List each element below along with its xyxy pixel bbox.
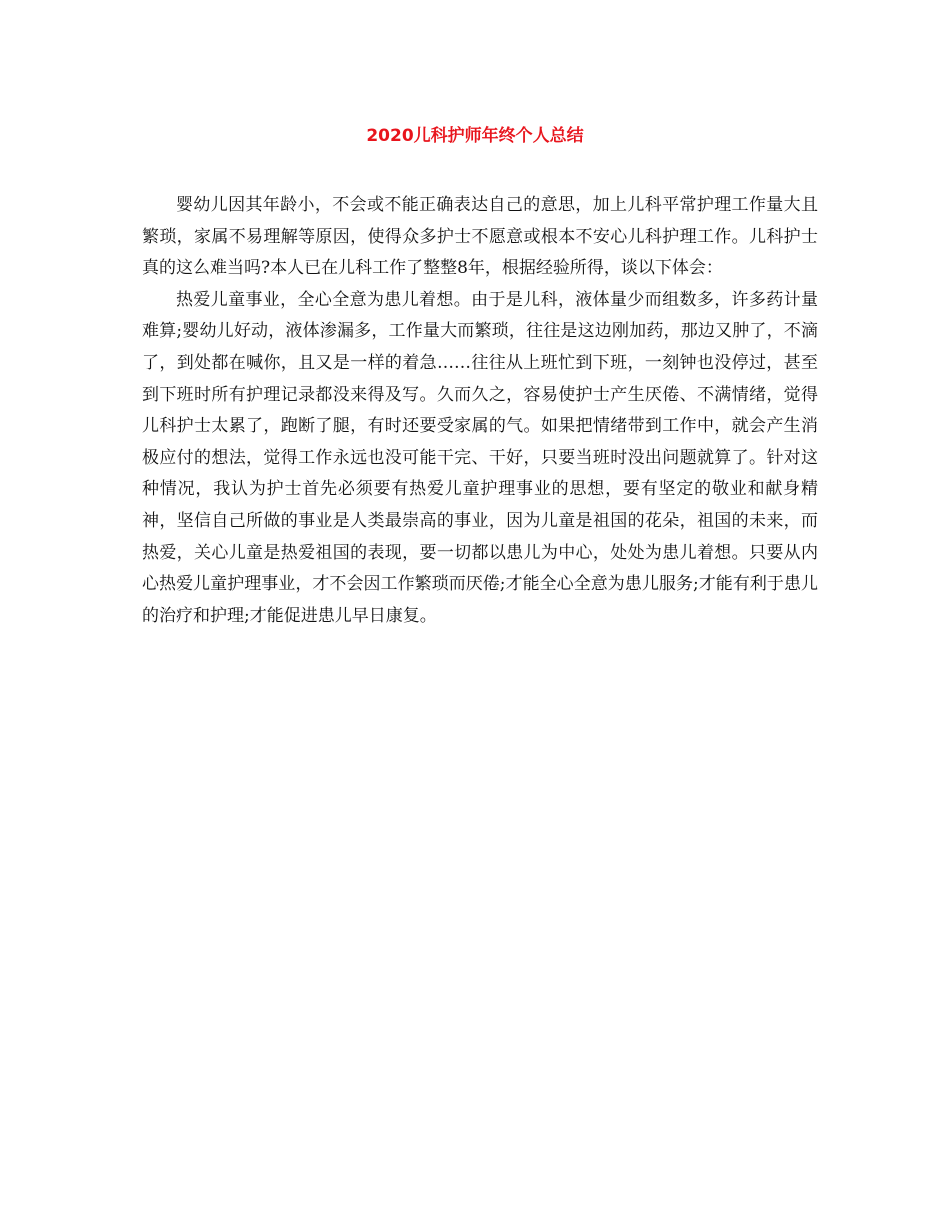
paragraph-intro: 婴幼儿因其年龄小，不会或不能正确表达自己的意思，加上儿科平常护理工作量大且繁琐，家属不易理解等原因，使得众多护士不愿意或根本不安心儿科护理工作。儿科护士真的这么难当吗?本人已在儿科工作了整整8年，根据经验所得，谈以下体会： [142, 195, 818, 279]
paragraph-main: 热爱儿童事业，全心全意为患儿着想。由于是儿科，液体量少而组数多，许多药计量难算;婴幼儿好动，液体渗漏多，工作量大而繁琐，往往是这边刚加药，那边又肿了，不滴了，到处都在喊你，且又是一样的着急……往往从上班忙到下班，一刻钟也没停过，甚至到下班时所有护理记录都没来得及写。久而久之，容易使护士产生厌倦、不满情绪，觉得儿科护士太累了，跑断了腿，有时还要受家属的气。如果把情绪带到工作中，就会产生消极应付的想法，觉得工作永远也没可能干完、干好，只要当班时没出问题就算了。针对这种情况，我认为护士首先必须要有热爱儿童护理事业的思想，要有坚定的敬业和献身精神，坚信自己所做的事业是人类最崇高的事业，因为儿童是祖国的花朵，祖国的未来，而热爱，关心儿童是热爱祖国的表现，要一切都以患儿为中心，处处为患儿着想。只要从内心热爱儿童护理事业，才不会因工作繁琐而厌倦;才能全心全意为患儿服务;才能有利于患儿的治疗和护理;才能促进患儿早日康复。 [142, 289, 818, 626]
page-title: 2020儿科护师年终个人总结 [366, 126, 584, 146]
document-body [142, 190, 818, 632]
